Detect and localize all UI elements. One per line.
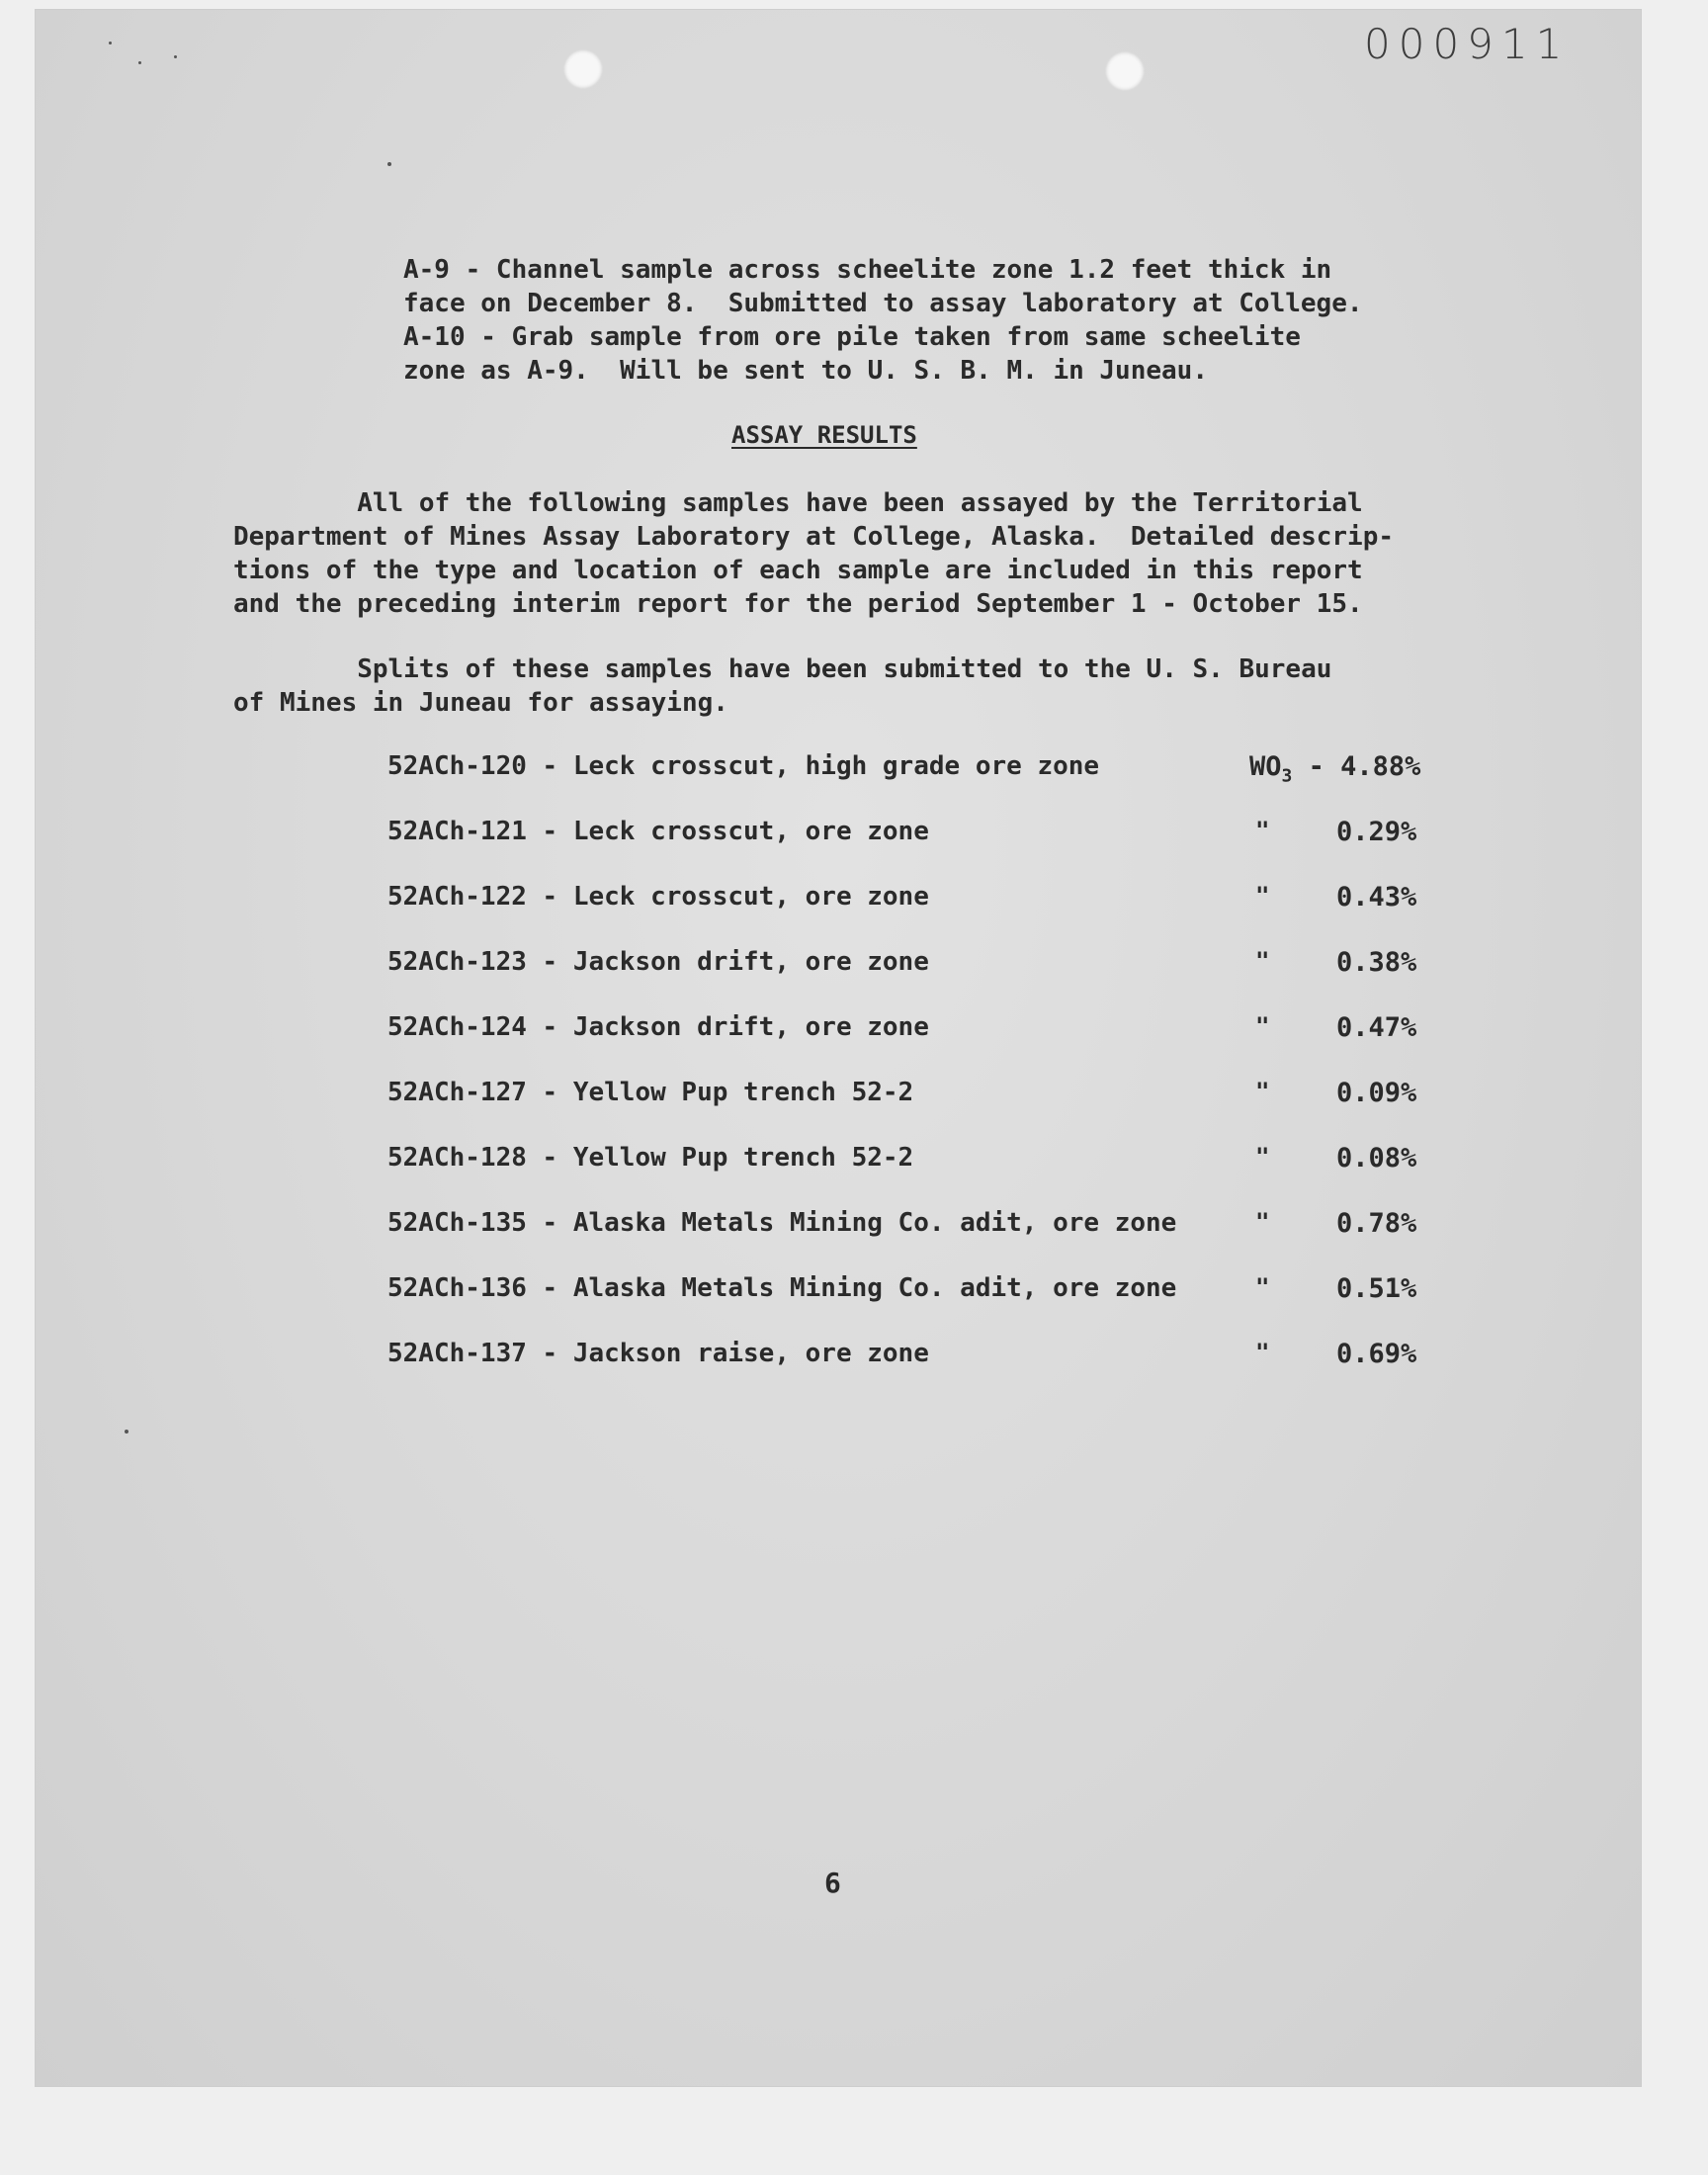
intro-line: face on December 8. Submitted to assay laboratory at College. [403,289,1363,318]
sample-value: 0.29% [1336,817,1417,847]
sample-value: 0.51% [1336,1273,1417,1304]
sample-description: 52ACh-128 - Yellow Pup trench 52-2 [387,1143,914,1173]
sample-value: 0.38% [1336,947,1417,978]
sample-description: 52ACh-124 - Jackson drift, ore zone [387,1012,929,1042]
dust-speck [138,61,141,64]
sample-row [0,817,1708,856]
intro-line: A-10 - Grab sample from ore pile taken from same scheelite [403,322,1301,352]
intro-line: zone as A-9. Will be sent to U. S. B. M. in Juneau. [403,356,1208,386]
punch-hole-right [1105,51,1145,91]
sample-description: 52ACh-135 - Alaska Metals Mining Co. adit, ore zone [387,1208,1177,1238]
sample-value: 0.78% [1336,1208,1417,1239]
sample-description: 52ACh-120 - Leck crosscut, high grade ore zone [387,751,1100,781]
sample-value: 0.47% [1336,1012,1417,1043]
ditto-mark: " [1255,1339,1270,1366]
wo3-value: $WO_3 - 4.88\%$ [1249,751,1421,787]
section-heading: ASSAY RESULTS [731,421,917,449]
dust-speck [174,55,177,58]
paragraph-line: of Mines in Juneau for assaying. [233,688,728,718]
ditto-mark: " [1255,1012,1270,1040]
sample-description: 52ACh-137 - Jackson raise, ore zone [387,1339,929,1368]
page-number: 6 [824,1867,841,1899]
paragraph-line: Department of Mines Assay Laboratory at College, Alaska. Detailed descrip- [233,522,1394,552]
sample-value: 0.43% [1336,882,1417,913]
ditto-mark: " [1255,882,1270,910]
sample-row [0,1143,1708,1182]
paragraph-line: All of the following samples have been assayed by the Territorial [233,488,1363,518]
ditto-mark: " [1255,1078,1270,1105]
ditto-mark: " [1255,1143,1270,1171]
ditto-mark: " [1255,817,1270,844]
punch-hole-left [563,49,603,89]
dust-speck [125,1430,128,1434]
sample-value: 0.69% [1336,1339,1417,1369]
sample-value: 0.08% [1336,1143,1417,1174]
paragraph-line: Splits of these samples have been submitted to the U. S. Bureau [233,654,1332,684]
stamp-number: 000911 [1364,20,1571,68]
sample-row [0,1339,1708,1378]
sample-value: 0.09% [1336,1078,1417,1108]
intro-line: A-9 - Channel sample across scheelite zone 1.2 feet thick in [403,255,1332,285]
sample-row [0,1078,1708,1117]
dust-speck [387,162,391,166]
sample-row [0,947,1708,987]
sample-row [0,1208,1708,1248]
sample-description: 52ACh-122 - Leck crosscut, ore zone [387,882,929,912]
ditto-mark: " [1255,947,1270,975]
sample-row [0,1012,1708,1052]
ditto-mark: " [1255,1208,1270,1236]
paragraph-line: tions of the type and location of each sample are included in this report [233,556,1363,585]
sample-description: 52ACh-127 - Yellow Pup trench 52-2 [387,1078,914,1107]
sample-row [0,1273,1708,1313]
sample-row [0,882,1708,921]
dust-speck [109,42,112,44]
sample-description: 52ACh-121 - Leck crosscut, ore zone [387,817,929,846]
paragraph-line: and the preceding interim report for the period September 1 - October 15. [233,589,1363,619]
sample-description: 52ACh-123 - Jackson drift, ore zone [387,947,929,977]
ditto-mark: " [1255,1273,1270,1301]
sample-row [0,751,1708,791]
sample-description: 52ACh-136 - Alaska Metals Mining Co. adit, ore zone [387,1273,1177,1303]
